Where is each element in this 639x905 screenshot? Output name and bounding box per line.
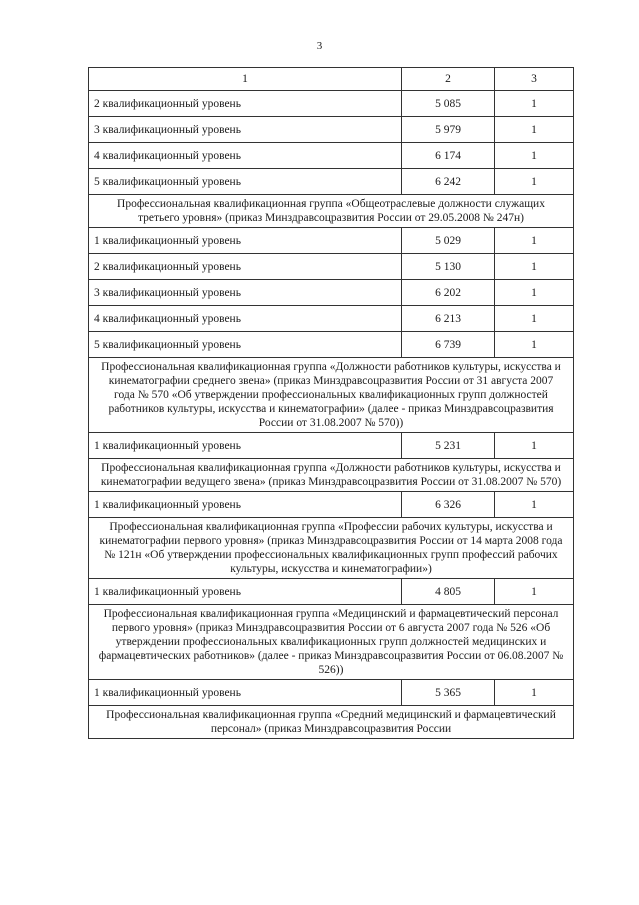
qualification-level-cell: 2 квалификационный уровень [89, 254, 402, 280]
coefficient-cell: 1 [495, 492, 574, 518]
header-cell-1: 1 [89, 68, 402, 91]
group-heading-text: Профессиональная квалификационная группа «Средний медицинский и фармацевтический персонал» (приказ Минздравсоцразвития России [89, 706, 574, 739]
table-row [89, 579, 574, 605]
qualification-level-cell: 1 квалификационный уровень [89, 492, 402, 518]
group-heading-row [89, 518, 574, 579]
group-heading-text: Профессиональная квалификационная группа «Профессии рабочих культуры, искусства и кинематографии первого уровня» (приказ Минздравсоцразвития России от 14 марта 2008 года № 121н «Об утверждении профессиональных квалификационных групп профессий рабочих культуры, искусства и кинематографии») [89, 518, 574, 579]
group-heading-row [89, 605, 574, 680]
group-heading-text: Профессиональная квалификационная группа «Должности работников культуры, искусства и кинематографии среднего звена» (приказ Минздравсоцразвития России от 31 августа 2007 года № 570 «Об утверждении профессиональных квалификационных групп должностей работников культуры, искусства и кинематографии» (далее - приказ Минздравсоцразвития России от 31.08.2007 № 570)) [89, 358, 574, 433]
coefficient-cell: 1 [495, 169, 574, 195]
qualification-level-cell: 4 квалификационный уровень [89, 143, 402, 169]
table-row [89, 91, 574, 117]
salary-cell: 5 231 [402, 433, 495, 459]
qualification-level-cell: 5 квалификационный уровень [89, 169, 402, 195]
salary-cell: 4 805 [402, 579, 495, 605]
qualification-level-cell: 3 квалификационный уровень [89, 280, 402, 306]
group-heading-row [89, 459, 574, 492]
qualification-level-cell: 1 квалификационный уровень [89, 433, 402, 459]
group-heading-text: Профессиональная квалификационная группа «Общеотраслевые должности служащих третьего уровня» (приказ Минздравсоцразвития России от 29.05.2008 № 247н) [89, 195, 574, 228]
coefficient-cell: 1 [495, 306, 574, 332]
coefficient-cell: 1 [495, 254, 574, 280]
table-row [89, 280, 574, 306]
salary-cell: 5 029 [402, 228, 495, 254]
salary-cell: 5 085 [402, 91, 495, 117]
group-heading-text: Профессиональная квалификационная группа «Должности работников культуры, искусства и кинематографии ведущего звена» (приказ Минздравсоцразвития России от 31.08.2007 № 570) [89, 459, 574, 492]
coefficient-cell: 1 [495, 91, 574, 117]
group-heading-row [89, 195, 574, 228]
table-row [89, 332, 574, 358]
table-row [89, 254, 574, 280]
group-heading-row [89, 358, 574, 433]
qualification-level-cell: 2 квалификационный уровень [89, 91, 402, 117]
group-heading-row [89, 706, 574, 739]
table-row [89, 433, 574, 459]
qualification-level-cell: 4 квалификационный уровень [89, 306, 402, 332]
coefficient-cell: 1 [495, 433, 574, 459]
group-heading-text: Профессиональная квалификационная группа «Медицинский и фармацевтический персонал первого уровня» (приказ Минздравсоцразвития России от 6 августа 2007 года № 526 «Об утверждении профессиональных квалификационных групп должностей медицинских и фармацевтических работников» (далее - приказ Минздравсоцразвития России от 06.08.2007 № 526)) [89, 605, 574, 680]
coefficient-cell: 1 [495, 680, 574, 706]
qualification-level-cell: 5 квалификационный уровень [89, 332, 402, 358]
salary-cell: 6 326 [402, 492, 495, 518]
page-number: 3 [316, 40, 323, 52]
coefficient-cell: 1 [495, 579, 574, 605]
table-header-row [89, 68, 574, 91]
table-row [89, 169, 574, 195]
salary-cell: 5 365 [402, 680, 495, 706]
salary-cell: 6 174 [402, 143, 495, 169]
salary-cell: 5 979 [402, 117, 495, 143]
salary-cell: 6 242 [402, 169, 495, 195]
table-row [89, 680, 574, 706]
table-row [89, 117, 574, 143]
coefficient-cell: 1 [495, 143, 574, 169]
coefficient-cell: 1 [495, 117, 574, 143]
salary-cell: 5 130 [402, 254, 495, 280]
header-cell-3: 3 [495, 68, 574, 91]
salary-cell: 6 739 [402, 332, 495, 358]
table-body [89, 68, 574, 739]
table-row [89, 143, 574, 169]
salary-cell: 6 202 [402, 280, 495, 306]
qualification-level-cell: 1 квалификационный уровень [89, 680, 402, 706]
header-cell-2: 2 [402, 68, 495, 91]
coefficient-cell: 1 [495, 228, 574, 254]
coefficient-cell: 1 [495, 332, 574, 358]
salary-cell: 6 213 [402, 306, 495, 332]
salary-table [88, 67, 574, 739]
table-row [89, 306, 574, 332]
qualification-level-cell: 1 квалификационный уровень [89, 228, 402, 254]
qualification-level-cell: 3 квалификационный уровень [89, 117, 402, 143]
qualification-level-cell: 1 квалификационный уровень [89, 579, 402, 605]
coefficient-cell: 1 [495, 280, 574, 306]
table-row [89, 492, 574, 518]
table-row [89, 228, 574, 254]
